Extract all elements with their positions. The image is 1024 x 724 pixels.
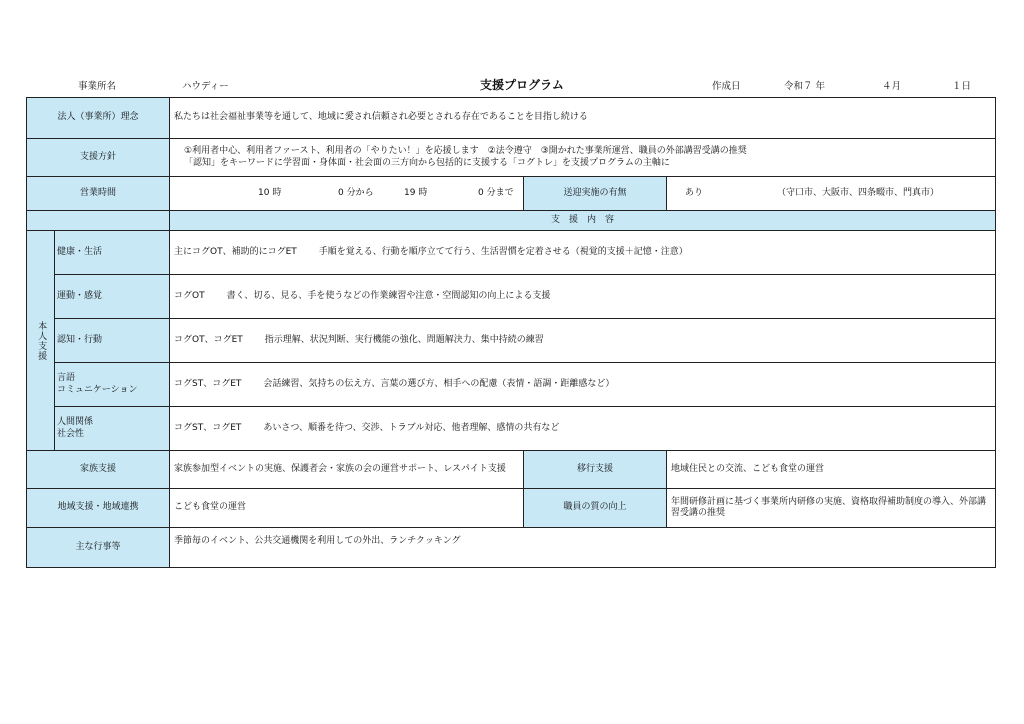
created-year: 令和７ 年 — [784, 81, 826, 92]
community-support-text: こども食堂の運営 — [170, 489, 524, 528]
category-motor-sensory: 運動・感覚 — [55, 275, 170, 319]
content-relationships-sociality — [170, 407, 995, 451]
transport-areas: （守口市、大阪市、四条畷市、門真市） — [777, 187, 940, 198]
method-relationships-sociality: コグST、コグET — [174, 422, 242, 433]
transport-value: あり — [685, 187, 704, 198]
hours-start-hour: 10 時 — [258, 187, 282, 198]
philosophy-text: 私たちは社会福祉事業等を通して、地域に愛され信頼され必要とされる存在であることを目指し続ける — [170, 98, 995, 139]
category-language-communication: 言語 コミュニケーション — [55, 363, 170, 407]
self-support-label-text: 本人支援 — [36, 320, 47, 361]
content-language-communication — [170, 363, 995, 407]
family-support-label: 家族支援 — [27, 451, 170, 489]
detail-relationships-sociality: あいさつ、順番を待つ、交渉、トラブル対応、他者理解、感情の共有など — [263, 422, 560, 433]
hours-values — [170, 177, 524, 211]
office-name-label: 事業所名 — [78, 81, 117, 92]
created-day: １日 — [952, 81, 972, 92]
hours-end-hour: 19 時 — [404, 187, 428, 198]
staff-quality-text: 年間研修計画に基づく事業所内研修の実施、資格取得補助制度の導入、外部講習受講の推奨 — [667, 489, 995, 528]
family-support-text: 家族参加型イベントの実施、保護者会・家族の会の運営サポート、レスパイト支援 — [170, 451, 524, 489]
method-health-life: 主にコグOT、補助的にコグET — [174, 246, 297, 257]
transport-label: 送迎実施の有無 — [524, 177, 667, 211]
created-month: ４月 — [882, 81, 902, 92]
transition-support-label: 移行支援 — [524, 451, 667, 489]
philosophy-label: 法人（事業所）理念 — [27, 98, 170, 139]
hours-end-minute: 0 分まで — [478, 187, 514, 198]
content-motor-sensory — [170, 275, 995, 319]
content-health-life — [170, 231, 995, 275]
support-header-blank — [27, 211, 170, 231]
content-cognition-behavior — [170, 319, 995, 363]
policy-text: ①利用者中心、利用者ファースト、利用者の「やりたい！」を応援します ②法令遵守 ③開かれた事業所運営、職員の外部講習受講の推奨 「認知」をキーワードに学習面・身体面・社会面の三方向から包括的に支援する「コグトレ」を支援プログラムの主軸に — [170, 139, 995, 177]
office-name-value: ハウディー — [182, 81, 229, 92]
created-date-label: 作成日 — [712, 81, 741, 92]
support-content-header: 支 援 内 容 — [170, 211, 995, 231]
transition-support-text: 地域住民との交流、こども食堂の運営 — [667, 451, 995, 489]
category-relationships-sociality: 人間関係 社会性 — [55, 407, 170, 451]
detail-language-communication: 会話練習、気持ちの伝え方、言葉の選び方、相手への配慮（表情・語調・距離感など） — [263, 378, 615, 389]
category-cognition-behavior: 認知・行動 — [55, 319, 170, 363]
policy-label: 支援方針 — [27, 139, 170, 177]
community-support-label: 地域支援・地域連携 — [27, 489, 170, 528]
self-support-label — [27, 231, 55, 451]
method-motor-sensory: コグOT — [174, 290, 205, 301]
hours-label: 営業時間 — [27, 177, 170, 211]
detail-motor-sensory: 書く、切る、見る、手を使うなどの作業練習や注意・空間認知の向上による支援 — [226, 290, 551, 301]
detail-cognition-behavior: 指示理解、状況判断、実行機能の強化、問題解決力、集中持続の練習 — [264, 334, 544, 345]
method-cognition-behavior: コグOT、コグET — [174, 334, 243, 345]
events-label: 主な行事等 — [27, 528, 170, 567]
page-title: 支援プログラム — [480, 78, 564, 92]
hours-start-minute: 0 分から — [338, 187, 374, 198]
method-language-communication: コグST、コグET — [174, 378, 242, 389]
staff-quality-label: 職員の質の向上 — [524, 489, 667, 528]
support-program-table — [26, 97, 996, 568]
events-text: 季節毎のイベント、公共交通機関を利用しての外出、ランチクッキング — [174, 536, 461, 546]
category-health-life: 健康・生活 — [55, 231, 170, 275]
transport-values — [667, 177, 995, 211]
detail-health-life: 手順を覚える、行動を順序立てて行う、生活習慣を定着させる（視覚的支援＋記憶・注意） — [318, 246, 688, 257]
